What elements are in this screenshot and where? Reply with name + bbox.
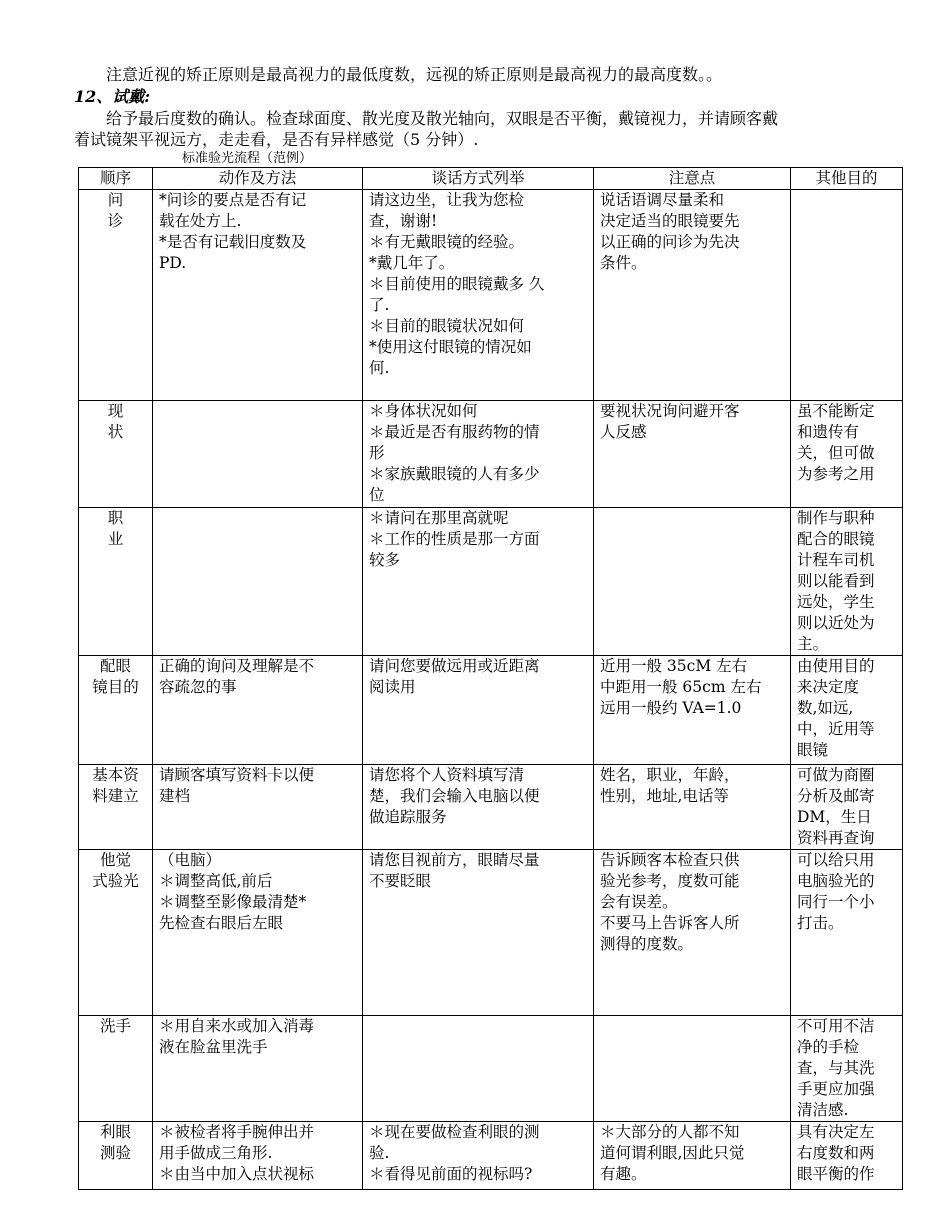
cell-text-line: 电脑验光的 [797, 872, 875, 890]
cell-dialogue [363, 1016, 594, 1122]
cell-order [79, 765, 153, 850]
cell-text-line: ＊身体状况如何 [369, 402, 478, 420]
cell-text-line: 查，谢谢! [369, 212, 438, 230]
cell-other [791, 1016, 903, 1122]
cell-text-line: 净的手检 [797, 1038, 860, 1056]
paragraph-line-1: 给予最后度数的确认。检查球面度、散光度及散光轴向，双眼是否平衡，戴镜视力，并请顾客戴 [106, 109, 779, 128]
cell-text-line: 较多 [369, 551, 401, 569]
cell-notes [594, 190, 791, 401]
cell-text-line: ＊家族戴眼镜的人有多少 [369, 465, 540, 483]
cell-other [791, 656, 903, 765]
cell-text-line: *问诊的要点是否有记 [159, 191, 307, 209]
cell-dialogue [363, 765, 594, 850]
cell-text-line: 数,如远, [797, 699, 854, 717]
cell-text-line: 则以能看到 [797, 572, 875, 590]
cell-order [79, 850, 153, 1016]
cell-text-line: 由使用目的 [797, 657, 875, 675]
header-dialogue: 谈话方式列举 [363, 168, 594, 190]
cell-text-line: ＊被检者将手腕伸出并 [159, 1123, 315, 1141]
cell-text-line: 中，近用等 [797, 720, 875, 738]
cell-text-line: 可做为商圈 [797, 766, 875, 784]
cell-other [791, 1122, 903, 1190]
cell-notes [594, 765, 791, 850]
cell-action [153, 508, 363, 656]
cell-text-line: ＊调整至影像最清楚* [159, 893, 307, 911]
cell-text-line: ＊目前使用的眼镜戴多 久 [369, 275, 545, 293]
cell-text-line: 为参考之用 [797, 465, 875, 483]
cell-text-line: 清洁感. [797, 1101, 849, 1119]
cell-text-line: 关，但可做 [797, 444, 875, 462]
cell-text-line: 和遗传有 [797, 423, 860, 441]
cell-notes [594, 656, 791, 765]
cell-text-line: 同行一个小 [797, 893, 875, 911]
cell-text-line: 职 [107, 509, 124, 527]
intro-line: 注意近视的矫正原则是最高视力的最低度数，远视的矫正原则是最高视力的最高度数。。 [106, 65, 723, 84]
cell-text-line: 告诉顾客本检查只供 [600, 851, 740, 869]
cell-text-line: 分析及邮寄 [797, 787, 875, 805]
cell-text-line: ＊有无戴眼镜的经验。 [369, 233, 525, 251]
cell-text-line: ＊现在要做检查利眼的测 [369, 1123, 540, 1141]
cell-text-line: *是否有记载旧度数及 [159, 233, 307, 251]
cell-text-line: 眼镜 [797, 741, 829, 759]
cell-text-line: 何. [369, 359, 390, 377]
cell-text-line: 资料再查询 [797, 829, 875, 847]
cell-text-line: *使用这付眼镜的情况如 [369, 338, 532, 356]
cell-text-line: 可以给只用 [797, 851, 875, 869]
cell-text-line: 请这边坐，让我为您检 [369, 191, 525, 209]
cell-notes [594, 1122, 791, 1190]
cell-notes [594, 1016, 791, 1122]
cell-text-line: 问 [107, 191, 124, 209]
section-heading: 12、试戴: [74, 87, 151, 106]
cell-text-line: 决定适当的眼镜要先 [600, 212, 740, 230]
cell-text-line: 说话语调尽量柔和 [600, 191, 725, 209]
cell-text-line: （电脑） [159, 851, 222, 869]
cell-text-line: ＊用自来水或加入消毒 [159, 1017, 315, 1035]
cell-text-line: 中距用一般 65cm 左右 [600, 678, 762, 696]
cell-order [79, 1122, 153, 1190]
cell-dialogue [363, 850, 594, 1016]
table-row [79, 190, 903, 401]
cell-text-line: 以正确的问诊为先决 [600, 233, 740, 251]
table-row [79, 1122, 903, 1190]
cell-action [153, 1016, 363, 1122]
cell-text-line: 正确的询问及理解是不 [159, 657, 315, 675]
cell-text-line: ＊由当中加入点状视标 [159, 1165, 315, 1183]
cell-text-line: 先检查右眼后左眼 [159, 914, 284, 932]
cell-text-line: 打击。 [797, 914, 844, 932]
cell-action [153, 656, 363, 765]
cell-text-line: 利眼 [99, 1123, 131, 1141]
cell-text-line: 请您将个人资料填写清 [369, 766, 525, 784]
cell-text-line: 要视状况询问避开客 [600, 402, 740, 420]
cell-text-line: PD. [159, 254, 187, 272]
table-row [79, 850, 903, 1016]
cell-text-line: 配合的眼镜 [797, 530, 875, 548]
cell-order [79, 401, 153, 508]
cell-text-line: 远用一般约 VA=1.0 [600, 699, 742, 717]
header-order: 顺序 [79, 168, 153, 190]
cell-text-line: 诊 [107, 212, 124, 230]
cell-notes [594, 508, 791, 656]
cell-text-line: 虽不能断定 [797, 402, 875, 420]
cell-text-line: 不要眨眼 [369, 872, 432, 890]
cell-text-line: 洗手 [99, 1017, 131, 1035]
header-action: 动作及方法 [153, 168, 363, 190]
cell-text-line: ＊调整高低,前后 [159, 872, 273, 890]
header-notes: 注意点 [594, 168, 791, 190]
cell-text-line: 验. [369, 1144, 390, 1162]
cell-text-line: 他觉 [99, 851, 131, 869]
cell-order [79, 190, 153, 401]
cell-text-line: ＊看得见前面的视标吗? [369, 1165, 533, 1183]
cell-text-line: DM，生日 [797, 808, 872, 826]
cell-text-line: 主。 [797, 635, 829, 653]
cell-text-line: 现 [107, 402, 124, 420]
cell-text-line: 条件。 [600, 254, 647, 272]
cell-text-line: 人反感 [600, 423, 647, 441]
cell-text-line: ＊请问在那里高就呢 [369, 509, 509, 527]
cell-text-line: 则以近处为 [797, 614, 875, 632]
cell-text-line: ＊目前的眼镜状况如何 [369, 317, 525, 335]
cell-text-line: 姓名，职业，年龄， [600, 766, 740, 784]
cell-text-line: 镜目的 [92, 678, 139, 696]
cell-text-line: 楚，我们会输入电脑以便 [369, 787, 540, 805]
cell-text-line: 形 [369, 444, 385, 462]
cell-action [153, 190, 363, 401]
cell-action [153, 850, 363, 1016]
cell-text-line: 近用一般 35cM 左右 [600, 657, 748, 675]
table-row [79, 401, 903, 508]
cell-other [791, 401, 903, 508]
cell-order [79, 656, 153, 765]
cell-dialogue [363, 1122, 594, 1190]
cell-text-line: 位 [369, 486, 385, 504]
cell-text-line: 道何谓利眼,因此只觉 [600, 1144, 745, 1162]
table-row [79, 656, 903, 765]
cell-text-line: 式验光 [92, 872, 139, 890]
cell-text-line: 验光参考，度数可能 [600, 872, 740, 890]
cell-text-line: 测验 [99, 1144, 131, 1162]
cell-text-line: 做追踪服务 [369, 808, 447, 826]
cell-text-line: 有趣。 [600, 1165, 647, 1183]
table-row [79, 765, 903, 850]
cell-dialogue [363, 656, 594, 765]
cell-text-line: 容疏忽的事 [159, 678, 237, 696]
cell-text-line: 建档 [159, 787, 191, 805]
cell-other [791, 508, 903, 656]
cell-text-line: ＊工作的性质是那一方面 [369, 530, 540, 548]
cell-other [791, 850, 903, 1016]
cell-text-line: 会有误差。 [600, 893, 678, 911]
cell-text-line: 性别，地址,电话等 [600, 787, 729, 805]
cell-text-line: ＊最近是否有服药物的情 [369, 423, 540, 441]
cell-text-line: 右度数和两 [797, 1144, 875, 1162]
cell-text-line: 配眼 [99, 657, 131, 675]
cell-text-line: ＊大部分的人都不知 [600, 1123, 740, 1141]
cell-text-line: 远处，学生 [797, 593, 875, 611]
cell-text-line: 载在处方上. [159, 212, 242, 230]
cell-text-line: 阅读用 [369, 678, 416, 696]
cell-text-line: 请问您要做远用或近距离 [369, 657, 540, 675]
cell-text-line: 制作与职种 [797, 509, 875, 527]
cell-text-line: *戴几年了。 [369, 254, 455, 272]
cell-text-line: 测得的度数。 [600, 935, 694, 953]
cell-order [79, 1016, 153, 1122]
table-row [79, 508, 903, 656]
cell-text-line: 计程车司机 [797, 551, 875, 569]
cell-text-line: 基本资 [92, 766, 139, 784]
cell-dialogue [363, 190, 594, 401]
cell-action [153, 401, 363, 508]
cell-text-line: 了. [369, 296, 390, 314]
cell-text-line: 用手做成三角形. [159, 1144, 273, 1162]
cell-text-line: 状 [107, 423, 124, 441]
cell-text-line: 手更应加强 [797, 1080, 875, 1098]
cell-text-line: 业 [107, 530, 124, 548]
cell-action [153, 765, 363, 850]
cell-text-line: 不要马上告诉客人所 [600, 914, 740, 932]
cell-text-line: 眼平衡的作 [797, 1165, 875, 1183]
cell-text-line: 查，与其洗 [797, 1059, 875, 1077]
cell-other [791, 190, 903, 401]
cell-text-line: 来决定度 [797, 678, 860, 696]
header-other: 其他目的 [791, 168, 903, 190]
cell-order [79, 508, 153, 656]
cell-text-line: 液在脸盆里洗手 [159, 1038, 268, 1056]
cell-text-line: 不可用不洁 [797, 1017, 875, 1035]
cell-action [153, 1122, 363, 1190]
cell-dialogue [363, 401, 594, 508]
cell-dialogue [363, 508, 594, 656]
cell-text-line: 请您目视前方，眼睛尽量 [369, 851, 540, 869]
table-row [79, 1016, 903, 1122]
cell-text-line: 具有决定左 [797, 1123, 875, 1141]
paragraph-line-2: 着试镜架平视远方，走走看，是否有异样感觉（5 分钟）. [74, 130, 479, 149]
cell-notes [594, 401, 791, 508]
procedure-table [78, 167, 903, 1190]
cell-notes [594, 850, 791, 1016]
table-header-row [79, 168, 903, 190]
cell-text-line: 请顾客填写资料卡以便 [159, 766, 315, 784]
table-caption: 标准验光流程（范例） [182, 151, 313, 166]
cell-other [791, 765, 903, 850]
cell-text-line: 料建立 [92, 787, 139, 805]
